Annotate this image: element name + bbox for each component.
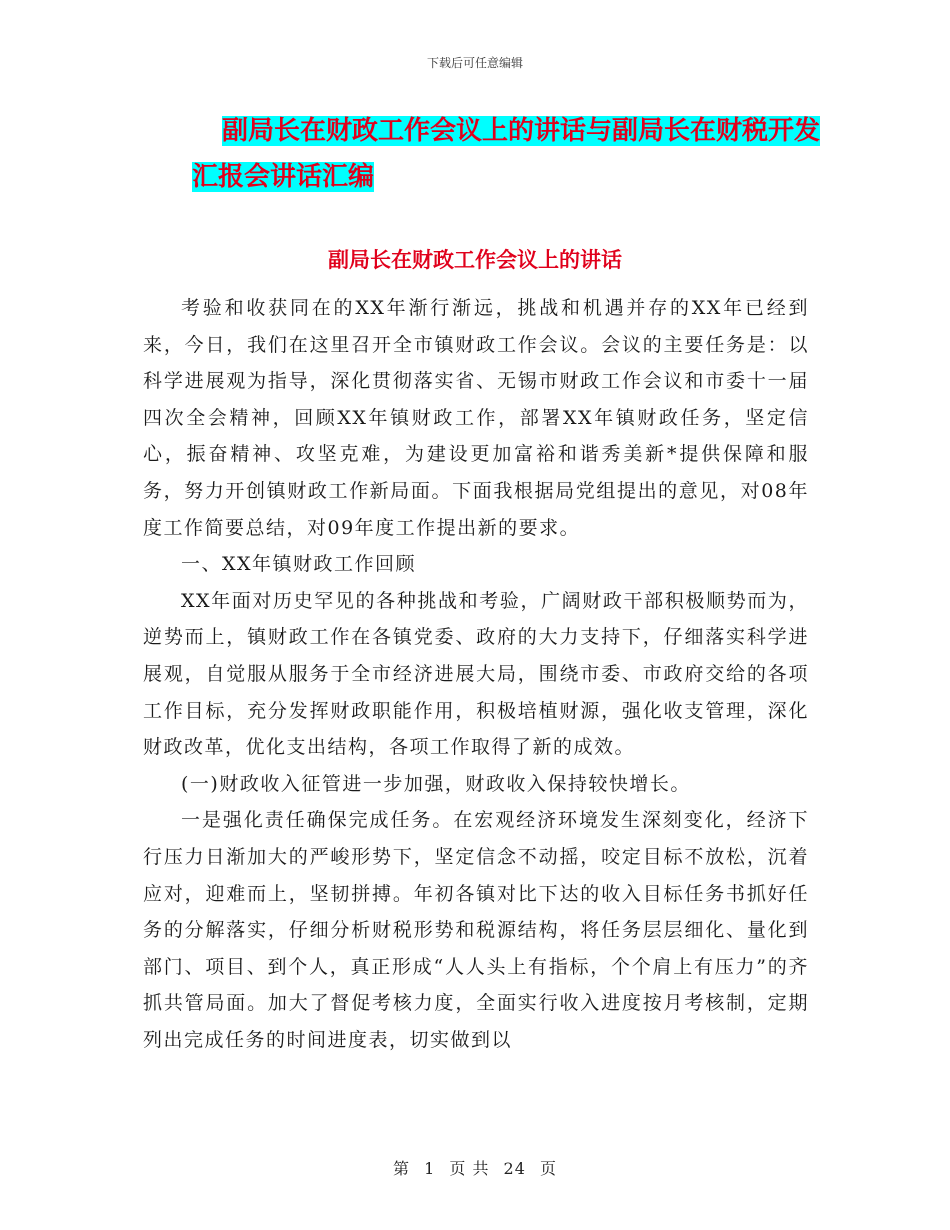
document-title [140, 108, 820, 200]
footer-page-number: 1 [424, 1159, 436, 1178]
paragraph: XX年面对历史罕见的各种挑战和考验，广阔财政干部积极顺势而为，逆势而上，镇财政工作在各镇党委、政府的大力支持下，仔细落实科学进展观，自觉服从服务于全市经济进展大局，围绕市委、市政府交给的各项工作目标，充分发挥财政职能作用，积极培植财源，强化收支管理，深化财政改革，优化支出结构，各项工作取得了新的成效。 [143, 589, 809, 759]
footer-prefix: 第 [392, 1159, 410, 1178]
footer-middle: 页 共 [449, 1159, 490, 1178]
paragraph-subheading: (一)财政收入征管进一步加强，财政收入保持较快增长。 [181, 772, 691, 795]
paragraph: 考验和收获同在的XX年渐行渐远，挑战和机遇并存的XX年已经到来，今日，我们在这里召开全市镇财政工作会议。会议的主要任务是：以科学进展观为指导，深化贯彻落实省、无锡市财政工作会议和市委十一届四次全会精神，回顾XX年镇财政工作，部署XX年镇财政任务，坚定信心，振奋精神、攻坚克难，为建设更加富裕和谐秀美新*提供保障和服务，努力开创镇财政工作新局面。下面我根据局党组提出的意见，对08年度工作简要总结，对09年度工作提出新的要求。 [143, 297, 809, 539]
title-line-2: 汇报会讲话汇编 [192, 162, 375, 192]
body-text [143, 290, 809, 1058]
page-footer [0, 1156, 950, 1179]
footer-total-pages: 24 [503, 1159, 526, 1178]
paragraph: 一是强化责任确保完成任务。在宏观经济环境发生深刻变化，经济下行压力日渐加大的严峻形势下，坚定信念不动摇，咬定目标不放松，沉着应对，迎难而上，坚韧拼搏。年初各镇对比下达的收入目标任务书抓好任务的分解落实，仔细分析财税形势和税源结构，将任务层层细化、量化到部门、项目、到个人，真正形成“人人头上有指标，个个肩上有压力”的齐抓共管局面。加大了督促考核力度，全面实行收入进度按月考核制，定期列出完成任务的时间进度表，切实做到以 [143, 809, 809, 1051]
footer-suffix: 页 [540, 1159, 558, 1178]
title-line-1: 副局长在财政工作会议上的讲话与副局长在财税开发 [221, 116, 820, 146]
section-title: 副局长在财政工作会议上的讲话 [328, 248, 622, 272]
paragraph-heading: 一、XX年镇财政工作回顾 [181, 553, 417, 576]
page-header-note: 下载后可任意编辑 [426, 56, 523, 70]
